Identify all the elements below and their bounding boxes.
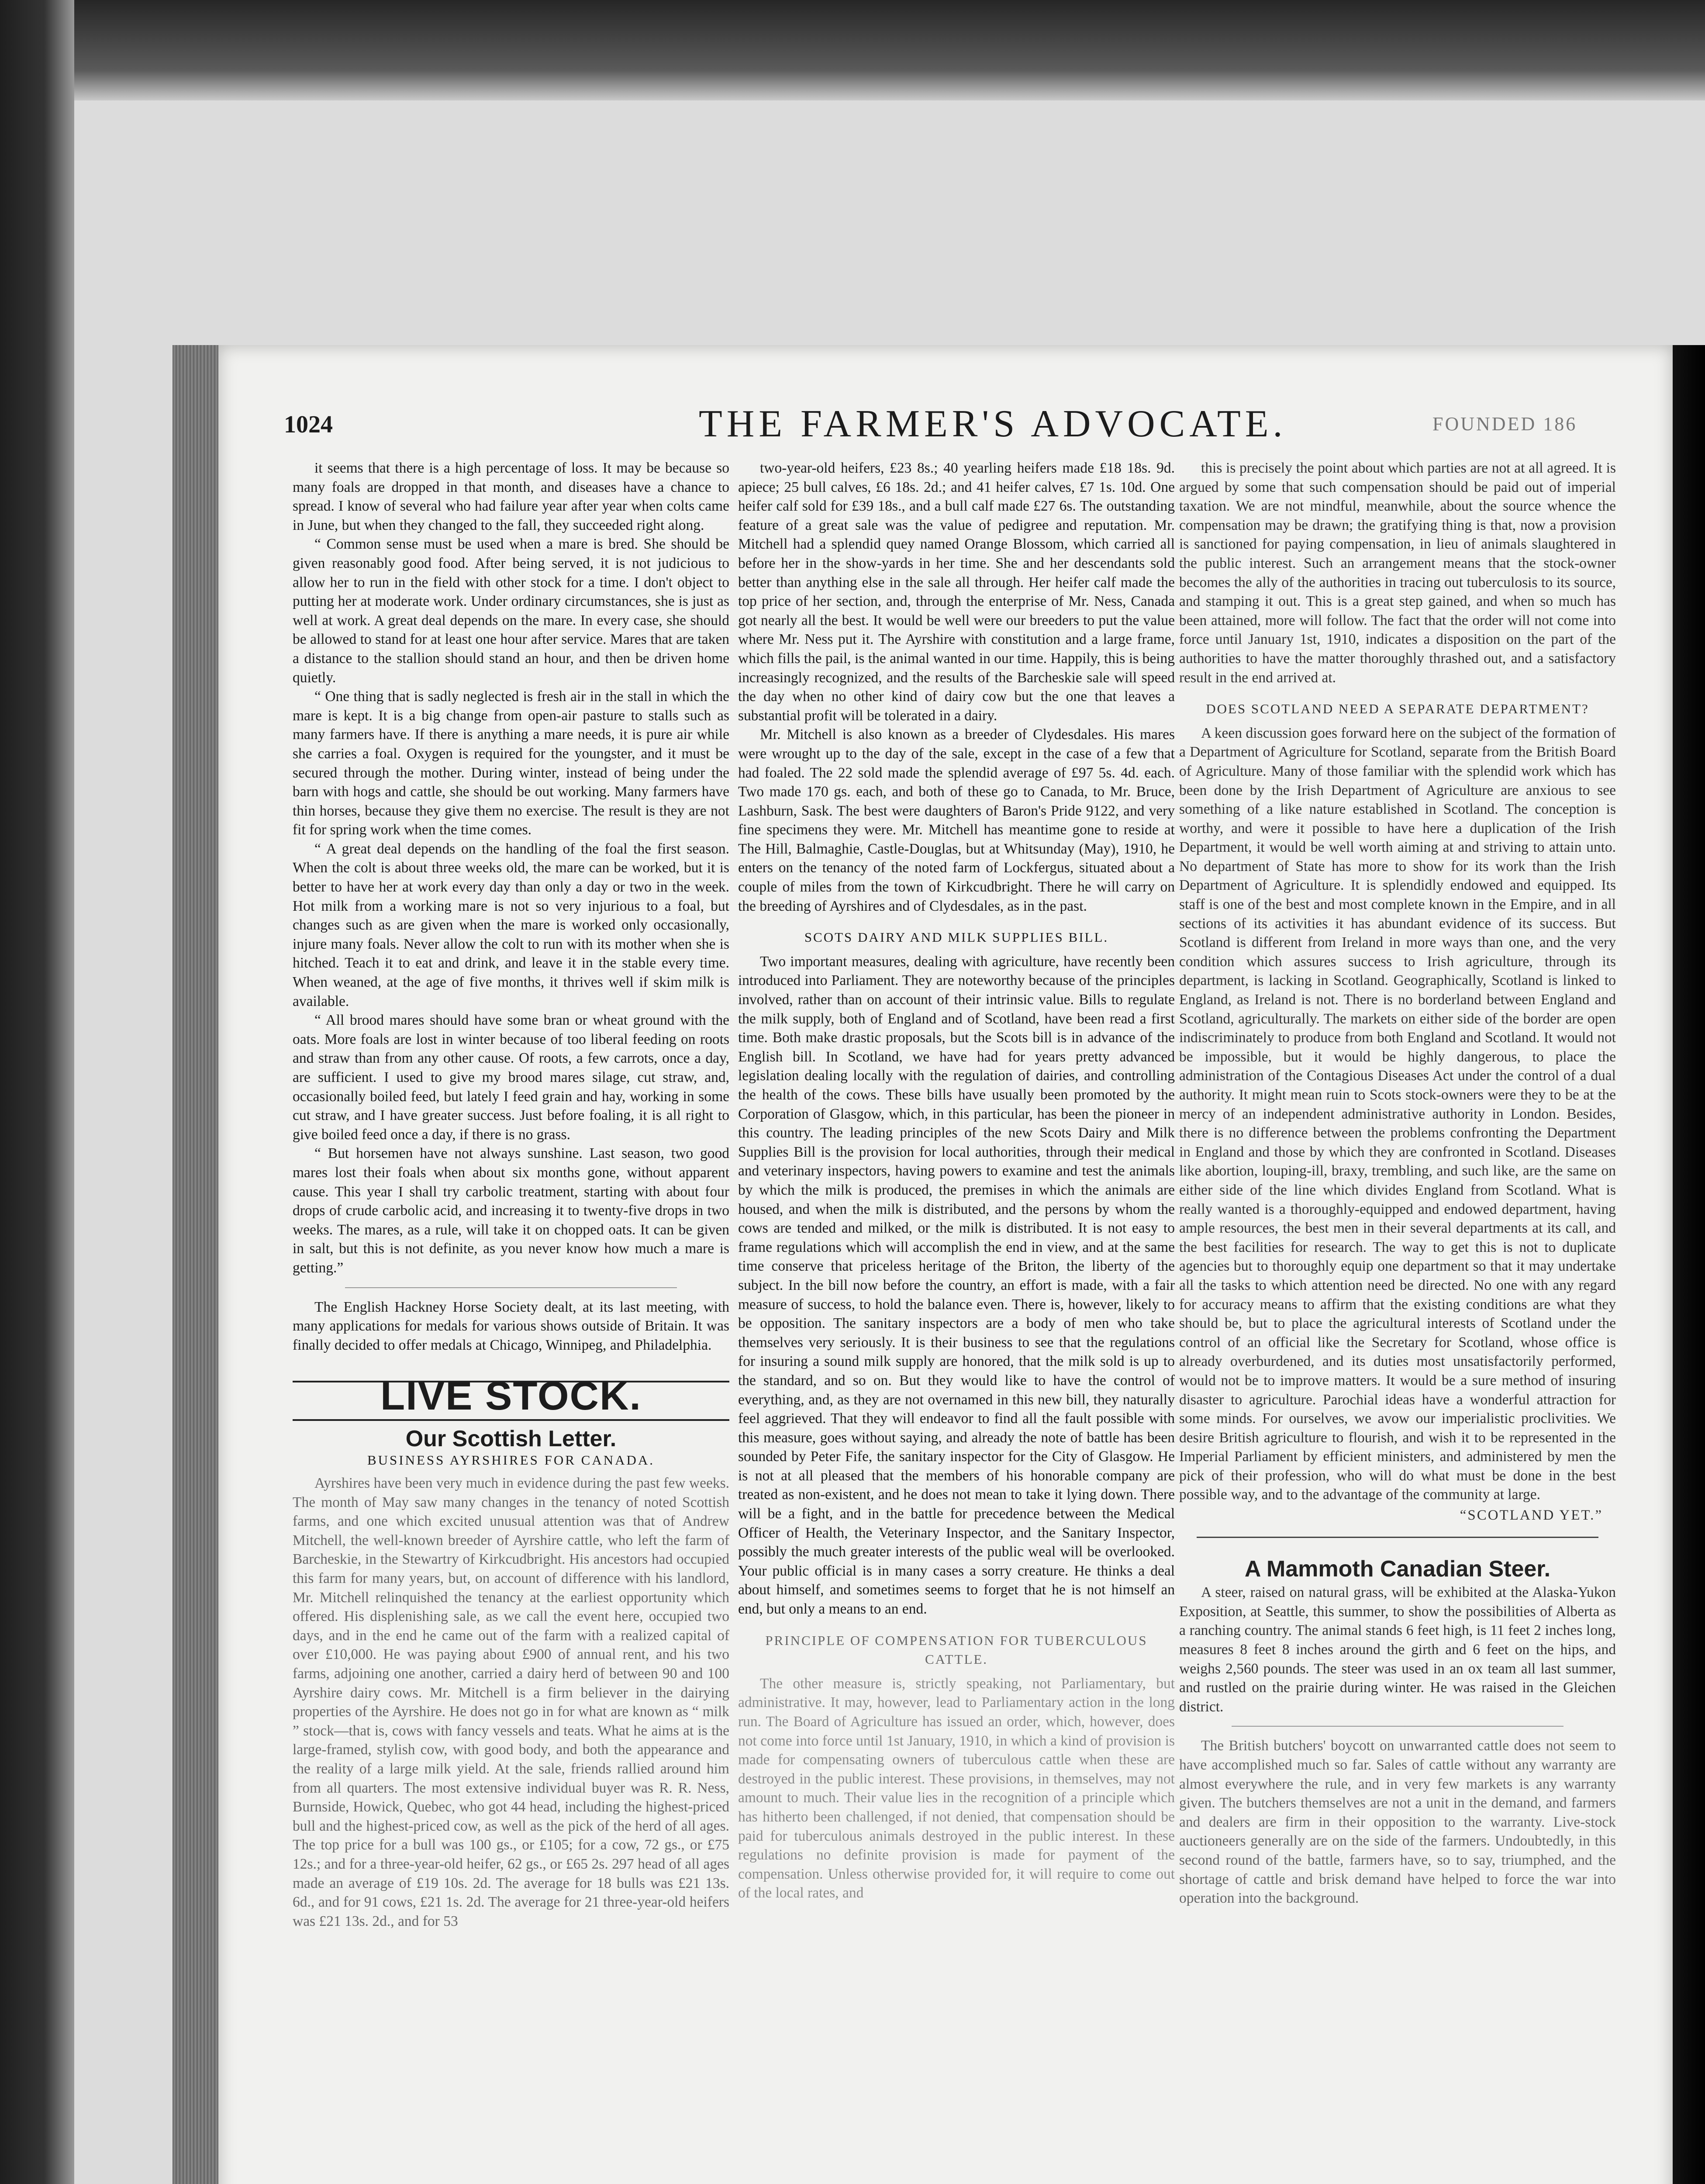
paragraph: this is precisely the point about which parties are not at all agreed. It is argued by some that such compensation should be paid out of imperial taxation. We are not mindful, meanwhile, about the source whence the compensation may be drawn; the gratifying thing is that, now a provision is sanctioned for paying compensation, in lieu of animals slaughtered in the public interest. Such an arrangement means that the stock-owner becomes the ally of the authorities in tracing out tuberculosis to its source, and stamping it out. This is a great step gained, and when so much has been attained, more will follow. The fact that the order will not come into force until January 1st, 1910, indicates a disposition on the part of the authorities to have the matter thoroughly thrashed out, and a satisfactory result in the end arrived at. (1179, 460, 1616, 686)
paragraph: The British butchers' boycott on unwarranted cattle does not seem to have accomplished much so far. Sales of cattle without any warranty are almost everywhere the rule, and in very few markets is any warranty given. The butchers themselves are not a unit in the demand, and farmers and dealers are firm in their opposition to the warranty. Live-stock auctioneers generally are on the side of the farmers. Undoubtedly, in this second round of the battle, farmers have, so to say, triumphed, and the shortage of cattle and brisk demand have helped to force the war into operation into the background. (1179, 1738, 1616, 1907)
paragraph: Two important measures, dealing with agriculture, have recently been introduced into Parliament. They are noteworthy because of the principles involved, rather than on account of their intrinsic value. Bills to regulate the milk supply, both of England and of Scotland, have been read a first time. Both make drastic proposals, but the Scots bill is in advance of the English bill. In Scotland, we have had for years pretty advanced legislation dealing locally with the regulation of dairies, and controlling the health of the cows. These bills have usually been promoted by the Corporation of Glasgow, which, in this particular, has been the pioneer in this country. The leading principles of the new Scots Dairy and Milk Supplies Bill is the provision for local authorities, through their medical and veterinary inspectors, having powers to examine and test the animals by which the milk is produced, the premises in which the animals are housed, and when the milk is distributed, and the persons by whom the cows are tended and milked, or the milk is distributed. It is not easy to frame regulations which will accomplish the end in view, and at the same time conserve that priceless heritage of the Briton, the liberty of the subject. In the bill now before the country, an effort is made, with a fair measure of success, to hold the balance even. There is, however, likely to be opposition. The sanitary inspectors are a body of men who take themselves very seriously. It is their business to see that the regulations for insuring a sound milk supply are honored, that the milk sold is up to the standard, and so on. But they would like to have the control of everything, and, as they are not overnamed in this new bill, they naturally feel aggrieved. That they will endeavor to find all the fault possible with this measure, goes without saying, and already the note of battle has been sounded by Peter Fife, the sanitary inspector for the City of Glasgow. He is not at all pleased that the members of his honorable company are treated as non-existent, and he does not mean to take it lying down. There will be a fight, and in the battle for precedence between the Medical Officer of Health, the Veterinary Inspector, and the Sanitary Inspector, possibly the much greater interests of the public weal will be overlooked. Your public official is in many cases a sorry creature. He thinks a deal about himself, and sometimes seems to forget that he is not himself an end, but only a means to an end. (738, 953, 1175, 1617)
founded-label: FOUNDED 186 (1432, 413, 1577, 435)
signoff: “SCOTLAND YET.” (1460, 1507, 1603, 1524)
article-subhead: BUSINESS AYRSHIRES FOR CANADA. (367, 1452, 655, 1468)
paragraph: “ But horsemen have not always sunshine. Last season, two good mares lost their foals when about six months gone, without apparent cause. This year I shall try carbolic treatment, starting with about four drops of crude carbolic acid, and increasing it to twenty-five drops in two weeks. The mares, as a rule, will take it on chopped oats. It can be given in salt, but this is not definite, as you never know how much a mare is getting.” (293, 1145, 729, 1276)
scan-edge-right (1673, 345, 1705, 2184)
masthead-title: THE FARMER'S ADVOCATE. (699, 403, 1287, 445)
scan-shadow-left (0, 0, 74, 2184)
book-page-edges (173, 345, 221, 2184)
divider (1232, 1726, 1563, 1727)
paragraph: it seems that there is a high percentage of loss. It may be because so many foals are dropped in that month, and diseases have a chance to spread. I know of several who had failure year after year when colts came in June, but when they changed to the fall, they succeeded right along. (293, 460, 729, 533)
paragraph: Mr. Mitchell is also known as a breeder of Clydesdales. His mares were wrought up to the day of the sale, except in the case of a few that had foaled. The 22 sold made the splendid average of £97 5s. 4d. each. Two made 170 gs. each, and both of these go to Canada, to Mr. Bruce, Lashburn, Sask. The best were daughters of Baron's Pride 9122, and very fine specimens they were. Mr. Mitchell has meantime gone to reside at The Hill, Balmaghie, Castle-Douglas, but at Whitsunday (May), 1910, he enters on the tenancy of the noted farm of Lockfergus, situated about a couple of miles from the town of Kirkcudbright. There he will carry on the breeding of Ayrshires and of Clydesdales, as in the past. (738, 726, 1175, 914)
paragraph: “ Common sense must be used when a mare is bred. She should be given reasonably good food. After being served, it is not judicious to allow her to run in the field with other stock for a time. I don't object to putting her at moderate work. Under ordinary circumstances, she is just as well at work. A great deal depends on the mare. In every case, she should be allowed to stand for at least one hour after service. Mares that are taken a distance to the stallion should stand an hour, and then be driven home quietly. (293, 536, 729, 686)
paragraph: “ All brood mares should have some bran or wheat ground with the oats. More foals are lost in winter because of too liberal feeding on roots and straw than from any other cause. Of roots, a few carrots, once a day, are sufficient. I used to give my brood mares silage, cut straw, and, occasionally boiled feed, but lately I feed grain and hay, working in some cut straw, and I have greater success. Just before foaling, it is all right to give boiled feed once a day, if there is no grass. (293, 1012, 729, 1143)
article-title: Our Scottish Letter. (405, 1426, 617, 1451)
section-heading: DOES SCOTLAND NEED A SEPARATE DEPARTMENT? (1206, 701, 1589, 717)
scan-shadow-top (0, 0, 1705, 100)
paragraph: “ One thing that is sadly neglected is fresh air in the stall in which the mare is kept. It is a big change from open-air pasture to stalls such as many farmers have. If there is anything a mare needs, it is pure air while she carries a foal. Oxygen is required for the youngster, and it must be secured through the mother. During winter, instead of being under the barn with hogs and cattle, she should be out working. Many farmers have thin horses, because they give them no exercise. The result is they are not fit for spring work when the time comes. (293, 688, 729, 838)
section-banner (293, 1374, 729, 1421)
article-title: A Mammoth Canadian Steer. (1244, 1556, 1551, 1582)
section-banner-text: LIVE STOCK. (380, 1374, 642, 1419)
column-right (1179, 459, 1616, 1908)
divider (1197, 1537, 1598, 1538)
paragraph: A steer, raised on natural grass, will be exhibited at the Alaska-Yukon Exposition, at Seattle, this summer, to show the possibilities of Alberta as a ranching country. The animal stands 6 feet high, is 11 feet 2 inches long, measures 8 feet 8 inches around the girth and 6 feet on the hips, and weighs 2,560 pounds. The steer was used in an ox team all last summer, and rustled on the prairie during winter. He was raised in the Gleichen district. (1179, 1584, 1616, 1715)
column-middle (738, 459, 1175, 1903)
paragraph: Ayrshires have been very much in evidence during the past few weeks. The month of May saw many changes in the tenancy of noted Scottish farms, and one which excited unusual attention was that of Andrew Mitchell, the well-known breeder of Ayrshire cattle, who left the farm of Barcheskie, in the Stewartry of Kirkcudbright. His ancestors had occupied this farm for many years, but, on account of difference with his landlord, Mr. Mitchell relinquished the tenancy at the earliest opportunity which offered. His displenishing sale, as we call the event here, occupied two days, and in the end he came out of the farm with a realized capital of over £10,000. He was paying about £900 of annual rent, and his two farms, adjoining one another, carried a dairy herd of between 90 and 100 Ayrshire dairy cows. Mr. Mitchell is a firm believer in the dairying properties of the Ayrshire. He does not go in for what are known as “ milk ” stock—that is, cows with fancy vessels and teats. What he aims at is the large-framed, stylish cow, with good body, and both the appearance and the reality of a large milk yield. At the sale, friends rallied around him from all quarters. The most extensive individual buyer was R. R. Ness, Burnside, Howick, Quebec, who got 44 head, including the highest-priced bull and the highest-priced cow, as well as the pick of the herd of all ages. The top price for a bull was 100 gs., or £105; for a cow, 72 gs., or £75 12s.; and for a three-year-old heifer, 62 gs., or £65 2s. 297 head of all ages made an average of £19 10s. 2d. The average for 18 bulls was £21 13s. 6d., and for 91 cows, £21 1s. 2d. The average for 21 three-year-old heifers was £21 13s. 2d., and for 53 (293, 1475, 729, 1929)
divider (345, 1287, 677, 1288)
section-heading: SCOTS DAIRY AND MILK SUPPLIES BILL. (804, 930, 1109, 945)
paragraph: The other measure is, strictly speaking, not Parliamentary, but administrative. It may, however, lead to Parliamentary action in the long run. The Board of Agriculture has issued an order, which, however, does not come into force until 1st January, 1910, in which a kind of provision is made for compensating owners of tuberculous cattle when these are destroyed in the public interest. These provisions, in themselves, may not amount to much. Their value lies in the recognition of a principle which has hitherto been challenged, if not denied, that compensation should be paid for tuberculous animals destroyed in the public interest. In these regulations no definite provision is made for payment of the compensation. Unless otherwise provided for, it will require to come out of the local rates, and (738, 1675, 1175, 1901)
column-left (293, 459, 729, 1931)
paragraph: two-year-old heifers, £23 8s.; 40 yearling heifers made £18 18s. 9d. apiece; 25 bull calves, £6 18s. 2d.; and 41 heifer calves, £7 1s. 10d. One heifer calf sold for £39 18s., and a bull calf made £27 6s. The outstanding feature of a great sale was the value of pedigree and reputation. Mr. Mitchell had a splendid quey named Orange Blossom, which carried all before her in the show-yards in her time. She and her descendants sold better than anything else in the sale all through. Her heifer calf made the top price of her section, and, through the enterprise of Mr. Ness, Canada got nearly all the best. It would be well were our breeders to put the value where Mr. Ness put it. The Ayrshire with constitution and a large frame, which fills the pail, is the animal wanted in our time. Happily, this is being increasingly recognized, and the results of the Barcheskie sale will speed the day when no other kind of dairy cow but the one that leaves a substantial profit will be tolerated in a dairy. (738, 460, 1175, 724)
page-header (284, 402, 1638, 450)
section-heading: PRINCIPLE OF COMPENSATION FOR TUBERCULOUS CATTLE. (765, 1632, 1148, 1667)
paragraph: The English Hackney Horse Society dealt, at its last meeting, with many applications for medals for various shows outside of Britain. It was finally decided to offer medals at Chicago, Winnipeg, and Philadelphia. (293, 1299, 729, 1353)
page-number: 1024 (284, 411, 333, 438)
paragraph: A keen discussion goes forward here on the subject of the formation of a Department of Agriculture for Scotland, separate from the British Board of Agriculture. Many of those familiar with the splendid work which has been done by the Irish Department of Agriculture are anxious to see something of a like nature established in Scotland. The conception is worthy, and were it possible to have here a duplication of the Irish Department, it would be well worth aiming at and striving to attain unto. No department of State has more to show for its work than the Irish Department of Agriculture. It is splendidly endowed and equipped. Its staff is one of the best and most complete known in the Empire, and in all sections of its activities it has abundant evidence of its success. But Scotland is different from Ireland in more ways than one, and the very condition which assures success to Irish agriculture, through its department, is lacking in Scotland. Geographically, Scotland is linked to England, as Ireland is not. There is no borderland between England and Scotland, agriculturally. The markets on either side of the border are open indiscriminately to produce from both England and Scotland. It would not be impossible, but it would be highly dangerous, to place the administration of the Contagious Diseases Act under the control of a dual authority. It might mean ruin to Scots stock-owners were they to be at the mercy of an independent administrative authority in London. Besides, there is no difference between the problems confronting the Department in England and those by which they are confronted in Scotland. Diseases like abortion, louping-ill, braxy, trembling, and such like, are the same on either side of the line which divides England from Scotland. What is really wanted is a thoroughly-equipped and endowed department, having ample resources, the best men in their several departments at its call, and the best facilities for research. The way to get this is not to duplicate agencies but to thoroughly equip one department so that it may undertake all the tasks to which attention need be directed. No one with any regard for accuracy means to affirm that the existing conditions are what they should be, but to place the agricultural interests of Scotland under the control of an official like the Secretary for Scotland, whose office is already overburdened, and its duties most unsatisfactorily performed, would not be to improve matters. It would be a sure method of insuring disaster to agriculture. Parochial ideas have a wonderful attraction for some minds. For ourselves, we avow our imperialistic proclivities. We desire British agriculture to flourish, and wish it to be represented in the Imperial Parliament by efficient ministers, and administered by men the pick of their profession, who will do what must be done in the best possible way, and to the advantage of the community at large. (1179, 725, 1616, 1503)
paragraph: “ A great deal depends on the handling of the foal the first season. When the colt is about three weeks old, the mare can be worked, but it is better to have her at work every day than only a day or two in the week. Hot milk from a working mare is not so very injurious to a foal, but changes such as are given when the mare is worked only occasionally, injure many foals. Never allow the colt to run with its mother when she is hitched. Teach it to eat and drink, and leave it in the stable every time. When weaned, at the age of five months, it thrives well if skim milk is available. (293, 840, 729, 1009)
